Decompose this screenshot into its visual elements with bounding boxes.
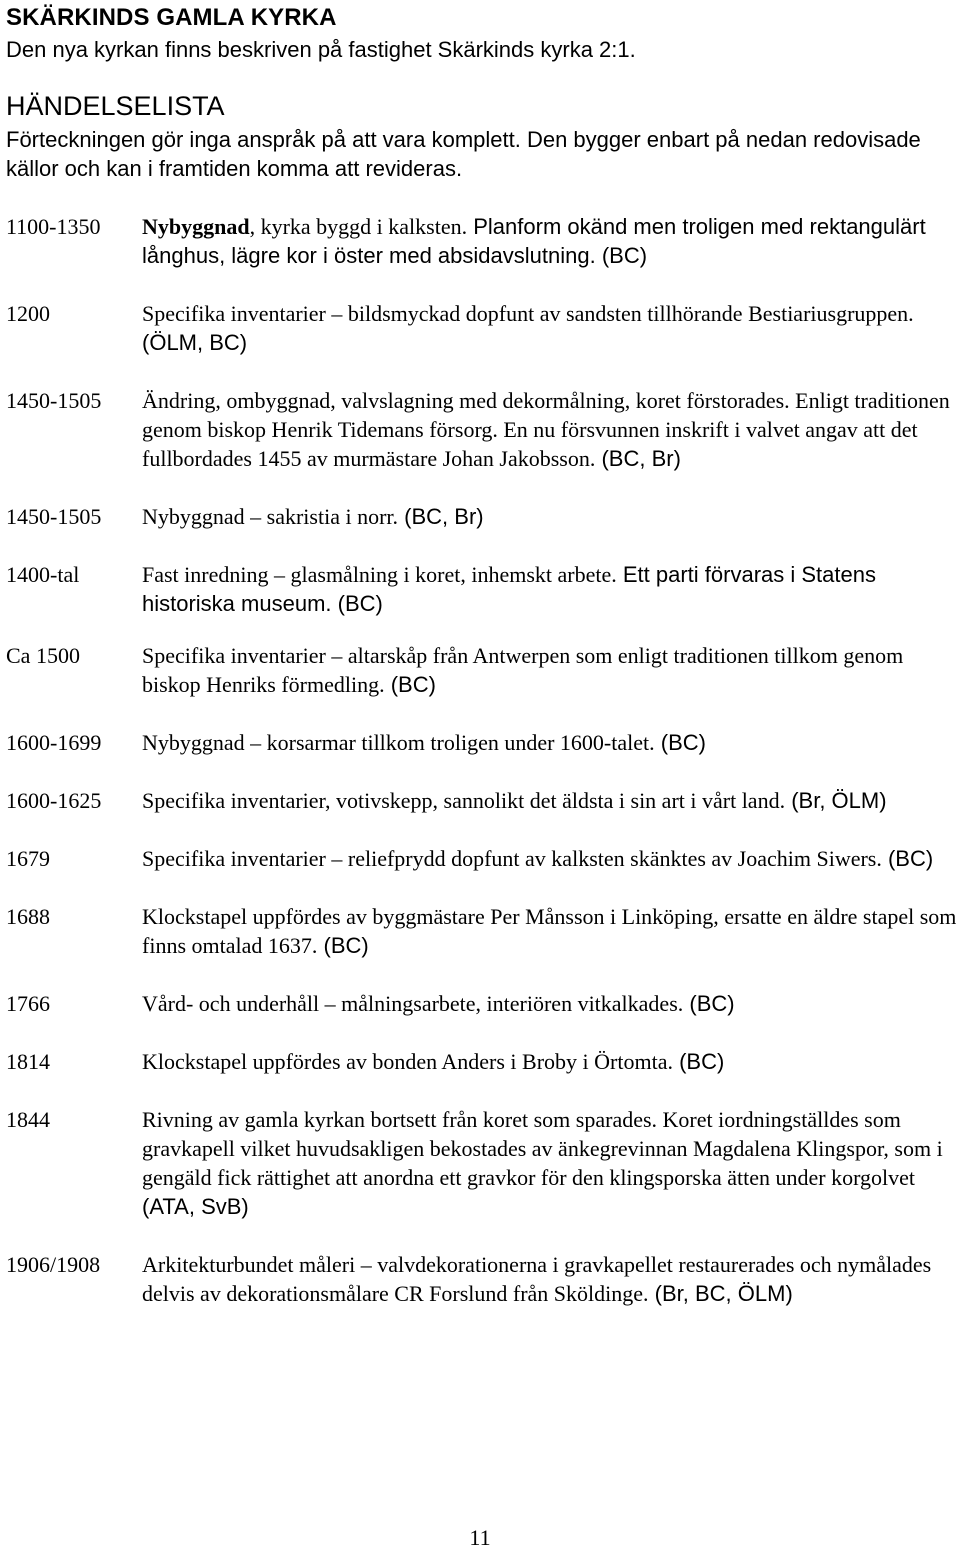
event-date: 1400-tal: [6, 562, 80, 587]
event-text: [142, 786, 960, 815]
event-row: [6, 502, 960, 531]
event-type: Klockstapel: [142, 1049, 248, 1074]
event-separator: –: [325, 643, 348, 668]
document-title: SKÄRKINDS GAMLA KYRKA: [6, 4, 337, 31]
event-description: av gamla kyrkan bortsett från koret som sparades. Koret iordningställdes som gravkapell vilket huvudsakligen bekostades av änkegrevinnan Magdalena Klingspor, som i gengäld fick rättighet att anordna ett gravkor för den klingsporska ätten under korgolvet: [142, 1107, 943, 1190]
event-source: (BC): [679, 1049, 725, 1074]
event-date: 1906/1908: [6, 1252, 101, 1277]
event-note: Planform okänd men troligen med rektangulärt långhus, lägre kor i öster med absidavslutning.: [142, 214, 926, 268]
event-separator: –: [325, 846, 348, 871]
event-row: [6, 786, 960, 815]
section-intro: Förteckningen gör inga anspråk på att vara komplett. Den bygger enbart på nedan redovisade källor och kan i framtiden komma att revideras.: [6, 127, 921, 181]
event-row: [6, 212, 960, 270]
event-text: [142, 299, 960, 357]
event-text: [142, 560, 960, 618]
event-type: Nybyggnad: [142, 214, 250, 239]
event-separator: –: [355, 1252, 378, 1277]
event-type: Specifika inventarier: [142, 643, 326, 668]
event-date: 1450-1505: [6, 388, 102, 413]
event-text: [142, 844, 960, 873]
event-source: (BC): [337, 591, 383, 616]
event-type: Specifika inventarier: [142, 846, 326, 871]
event-source: (BC): [887, 846, 934, 871]
event-list: [6, 212, 960, 1337]
event-description: altarskåp från Antwerpen som enligt traditionen tillkom genom biskop Henriks förmedling.: [142, 643, 904, 697]
event-description: uppfördes av bonden Anders i Broby i Örtomta.: [252, 1049, 673, 1074]
event-type: Nybyggnad: [142, 730, 245, 755]
event-text: [142, 1047, 960, 1076]
event-row: [6, 1105, 960, 1221]
event-separator: –: [268, 562, 291, 587]
event-row: [6, 299, 960, 357]
event-row: [6, 1250, 960, 1308]
event-description: sakristia i norr.: [266, 504, 399, 529]
event-date: 1844: [6, 1107, 50, 1132]
document-subtitle: Den nya kyrkan finns beskriven på fastighet Skärkinds kyrka 2:1.: [6, 37, 636, 62]
event-row: [6, 844, 960, 873]
event-row: [6, 989, 960, 1018]
event-source: (ÖLM, BC): [142, 330, 248, 355]
event-text: [142, 1250, 960, 1308]
event-source: (BC): [323, 933, 369, 958]
event-date: 1766: [6, 991, 50, 1016]
event-date: 1600-1625: [6, 788, 102, 813]
event-source: (Br, ÖLM): [791, 788, 887, 813]
event-source: (BC): [689, 991, 735, 1016]
event-description: uppfördes av byggmästare Per Månsson i Linköping, ersatte en äldre stapel som finns omtalad 1637.: [142, 904, 957, 958]
event-text: [142, 502, 960, 531]
event-text: [142, 902, 960, 960]
event-description: reliefprydd dopfunt av kalksten skänktes av Joachim Siwers.: [347, 846, 882, 871]
event-text: [142, 212, 960, 270]
event-description: målningsarbete, interiören vitkalkades.: [341, 991, 684, 1016]
event-source: (BC): [390, 672, 436, 697]
event-source: (ATA, SvB): [142, 1194, 249, 1219]
event-row: [6, 560, 960, 618]
event-description: bildsmyckad dopfunt av sandsten tillhörande Bestiariusgruppen.: [347, 301, 914, 326]
event-date: Ca 1500: [6, 643, 80, 668]
event-text: [142, 728, 960, 757]
event-separator: –: [325, 301, 348, 326]
event-separator: –: [244, 730, 267, 755]
event-date: 1100-1350: [6, 214, 101, 239]
event-source: (BC): [660, 730, 706, 755]
event-source: (BC, Br): [404, 504, 484, 529]
event-description: glasmålning i koret, inhemskt arbete.: [290, 562, 617, 587]
event-description: koret förstorades. Enligt traditionen genom biskop Henrik Tidemans försorg. En nu försvunnen inskrift i valvet angav att det fullbordades 1455 av murmästare Johan Jakobsson.: [142, 388, 950, 471]
event-description: korsarmar tillkom troligen under 1600-talet.: [266, 730, 655, 755]
event-type: Rivning: [142, 1107, 213, 1132]
event-text: [142, 1105, 960, 1221]
event-row: [6, 902, 960, 960]
event-separator: –: [319, 991, 342, 1016]
event-separator: –: [244, 504, 267, 529]
section-heading: HÄNDELSELISTA: [6, 91, 225, 121]
event-separator: ,: [249, 214, 261, 239]
event-row: [6, 641, 960, 699]
event-text: [142, 641, 960, 699]
event-source: (Br, BC, ÖLM): [654, 1281, 793, 1306]
event-row: [6, 728, 960, 757]
event-type: Fast inredning: [142, 562, 269, 587]
event-type: Specifika inventarier: [142, 301, 326, 326]
event-text: [142, 386, 960, 473]
event-source: (BC): [601, 243, 648, 268]
event-row: [6, 386, 960, 473]
event-type: Vård- och underhåll: [142, 991, 320, 1016]
event-description: votivskepp, sannolikt det äldsta i sin art i vårt land.: [335, 788, 786, 813]
event-type: Ändring, ombyggnad, valvslagning med dekormålning,: [142, 388, 631, 413]
event-text: [142, 989, 960, 1018]
event-date: 1200: [6, 301, 50, 326]
event-description: kyrka byggd i kalksten.: [260, 214, 468, 239]
event-source: (BC, Br): [601, 446, 681, 471]
event-type: Klockstapel: [142, 904, 248, 929]
event-date: 1814: [6, 1049, 50, 1074]
event-date: 1450-1505: [6, 504, 102, 529]
event-date: 1688: [6, 904, 50, 929]
event-type: Arkitekturbundet måleri: [142, 1252, 356, 1277]
event-date: 1600-1699: [6, 730, 102, 755]
page-number: 11: [469, 1525, 491, 1550]
event-date: 1679: [6, 846, 50, 871]
event-row: [6, 1047, 960, 1076]
event-type: Specifika inventarier,: [142, 788, 331, 813]
event-note: Ett parti förvaras i Statens historiska museum.: [142, 562, 876, 616]
event-type: Nybyggnad: [142, 504, 245, 529]
event-description: valvdekorationerna i gravkapellet restaurerades och nymålades delvis av dekorationsmålare CR Forslund från Sköldinge.: [142, 1252, 932, 1306]
